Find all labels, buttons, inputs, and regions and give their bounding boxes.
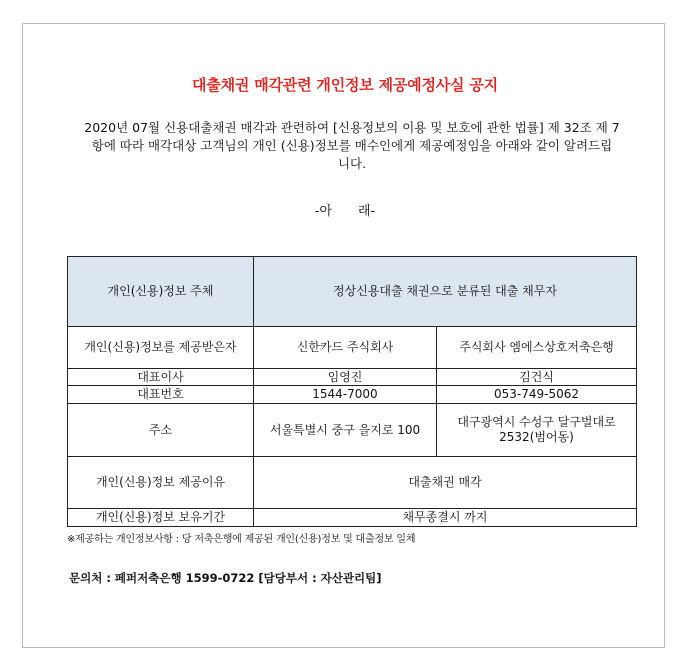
notice-intro [68,119,636,173]
retention-label: 개인(신용)정보 보유기간 [68,509,254,527]
table-row [68,257,637,327]
intro-line: 니다. [337,156,367,171]
recipient-label: 개인(신용)정보를 제공받은자 [68,327,254,369]
recipient-2: 주식회사 엠에스상호저축은행 [437,327,637,369]
table-row [68,509,637,527]
reason-value: 대출채권 매각 [254,457,637,509]
table-row [68,369,637,386]
recipient-1: 신한카드 주식회사 [254,327,437,369]
address-2: 대구광역시 수성구 달구벌대로 2532(범어동) [437,404,637,457]
table-row [68,457,637,509]
subject-value: 정상신용대출 채권으로 분류된 대출 채무자 [254,257,637,327]
table-row [68,386,637,404]
intro-line: 2020년 07월 신용대출채권 매각과 관련하여 [신용정보의 이용 및 보호에 관한 법률] 제 32조 제 7 [84,120,620,135]
phone-2: 053-749-5062 [437,386,637,404]
table-row [68,404,637,457]
phone-1: 1544-7000 [254,386,437,404]
address-label: 주소 [68,404,254,457]
reason-label: 개인(신용)정보 제공이유 [68,457,254,509]
ceo-2: 김건식 [437,369,637,386]
contact-info: 문의처 : 페퍼저축은행 1599-0722 [담당부서 : 자산관리팀] [69,571,382,585]
ceo-label: 대표이사 [68,369,254,386]
ceo-1: 임영진 [254,369,437,386]
info-table [67,256,637,527]
section-heading: -아 래- [314,204,376,219]
phone-label: 대표번호 [68,386,254,404]
subject-label: 개인(신용)정보 주체 [68,257,254,327]
notice-title: 대출채권 매각관련 개인정보 제공예정사실 공지 [192,76,498,94]
footnote: ※제공하는 개인정보사항 : 당 저축은행에 제공된 개인(신용)정보 및 대출정보 일체 [67,534,416,545]
retention-value: 채무종결시 까지 [254,509,637,527]
address-1: 서울특별시 중구 을지로 100 [254,404,437,457]
intro-line: 항에 따라 매각대상 고객님의 개인 (신용)정보를 매수인에게 제공예정임을 아래와 같이 알려드립 [91,138,613,153]
table-row [68,327,637,369]
